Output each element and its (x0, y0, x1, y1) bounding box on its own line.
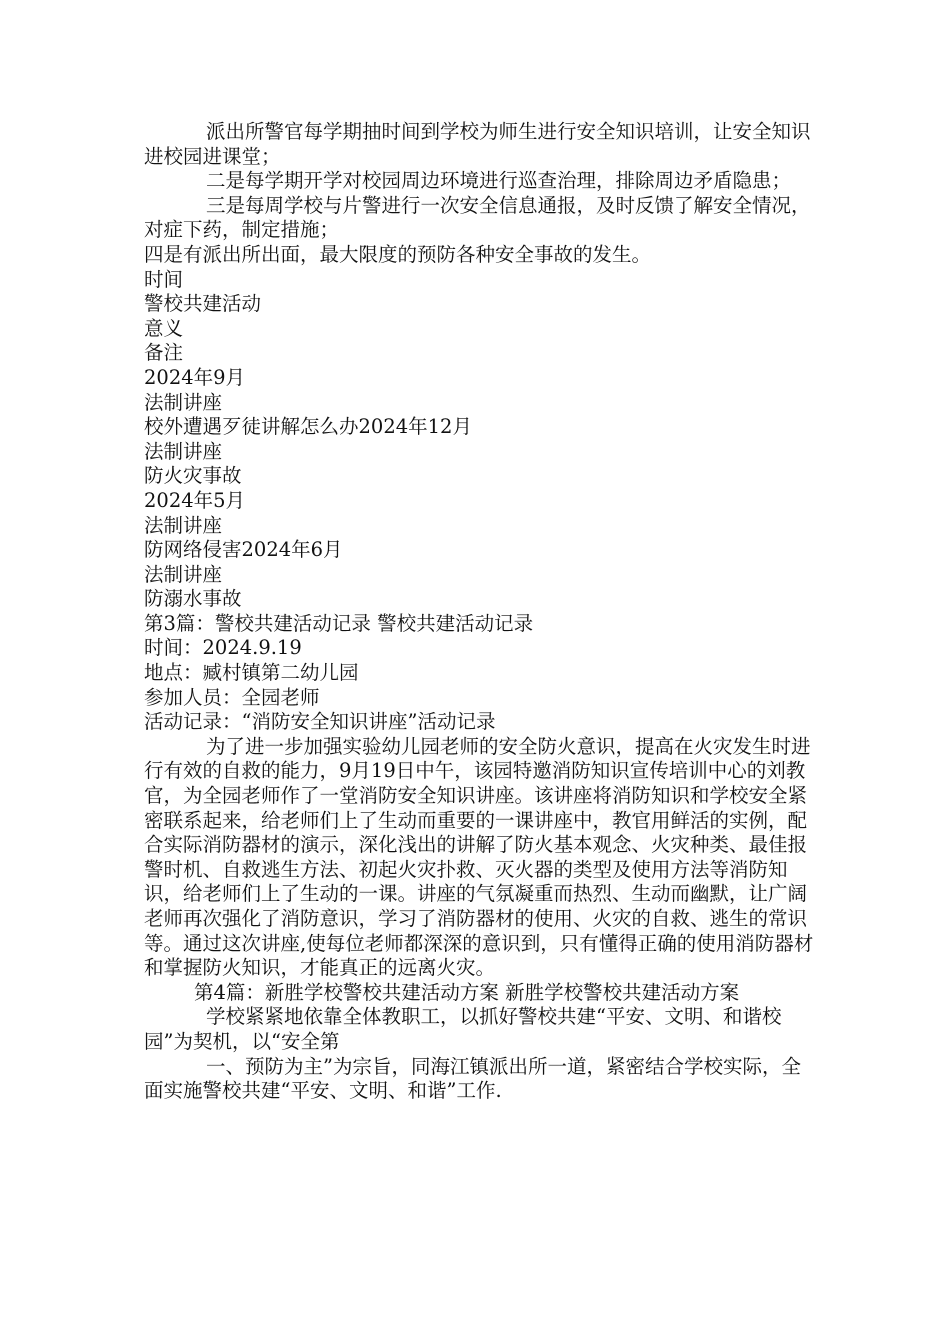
table-cell: 法制讲座 (144, 390, 223, 414)
paragraph-fire-lecture: 为了进一步加强实验幼儿园老师的安全防火意识，提高在火灾发生时进行有效的自救的能力，9月19日中午，该园特邀消防知识宣传培训中心的刘教官，为全园老师作了一堂消防安全知识讲座。该讲座将消防知识和学校安全紧密联系起来，给老师们上了生动而重要的一课讲座中，教官用鲜活的实例，配合实际消防器材的演示，深化浅出的讲解了防火基本观念、火灾种类、最佳报警时机、自救逃生方法、初起火灾扑救、灭火器的类型及使用方法等消防知识，给老师们上了生动的一课。讲座的气氛凝重而热烈、生动而幽默，让广阔老师再次强化了消防意识，学习了消防器材的使用、火灾的自救、逃生的常识等。通过这次讲座,使每位老师都深深的意识到，只有懂得正确的使用消防器材和掌握防火知识，才能真正的远离火灾。 (144, 734, 814, 980)
paragraph-point-three: 三是每周学校与片警进行一次安全信息通报，及时反馈了解安全情况，对症下药，制定措施； (144, 193, 811, 242)
table-cell: 校外遭遇歹徒讲解怎么办2024年12月 (144, 415, 472, 439)
section-heading-part-4: 第4篇：新胜学校警校共建活动方案 新胜学校警校共建活动方案 (194, 980, 740, 1004)
table-header-remarks: 备注 (144, 341, 184, 365)
table-cell: 2024年9月 (144, 365, 246, 389)
table-cell: 法制讲座 (144, 513, 223, 537)
record-time: 时间：2024.9.19 (144, 636, 302, 660)
table-cell: 法制讲座 (144, 562, 223, 586)
record-participants: 参加人员：全园老师 (144, 685, 320, 709)
table-cell: 防网络侵害2024年6月 (144, 538, 343, 562)
table-header-time: 时间 (144, 267, 184, 291)
document-body (144, 120, 814, 1104)
section-heading-part-3: 第3篇：警校共建活动记录 警校共建活动记录 (144, 611, 534, 635)
table-cell: 防溺水事故 (144, 587, 242, 611)
table-cell: 2024年5月 (144, 488, 246, 512)
record-activity: 活动记录：“消防安全知识讲座”活动记录 (144, 710, 496, 734)
table-header-activity: 警校共建活动 (144, 292, 262, 316)
record-location: 地点：臧村镇第二幼儿园 (144, 661, 359, 685)
paragraph-police-training: 派出所警官每学期抽时间到学校为师生进行安全知识培训，让安全知识进校园进课堂； (144, 120, 811, 168)
table-cell: 防火灾事故 (144, 464, 242, 488)
paragraph-prevention: 一、预防为主”为宗旨，同海江镇派出所一道，紧密结合学校实际，全面实施警校共建“平安、文明、和谐”工作. (144, 1054, 801, 1103)
paragraph-point-two: 二是每学期开学对校园周边环境进行巡查治理，排除周边矛盾隐患； (206, 169, 792, 193)
paragraph-school-plan: 学校紧紧地依靠全体教职工，以抓好警校共建“平安、文明、和谐校园”为契机，以“安全第 (144, 1005, 782, 1053)
table-cell: 法制讲座 (144, 439, 223, 463)
table-header-meaning: 意义 (144, 316, 184, 340)
paragraph-point-four: 四是有派出所出面，最大限度的预防各种安全事故的发生。 (144, 242, 652, 266)
